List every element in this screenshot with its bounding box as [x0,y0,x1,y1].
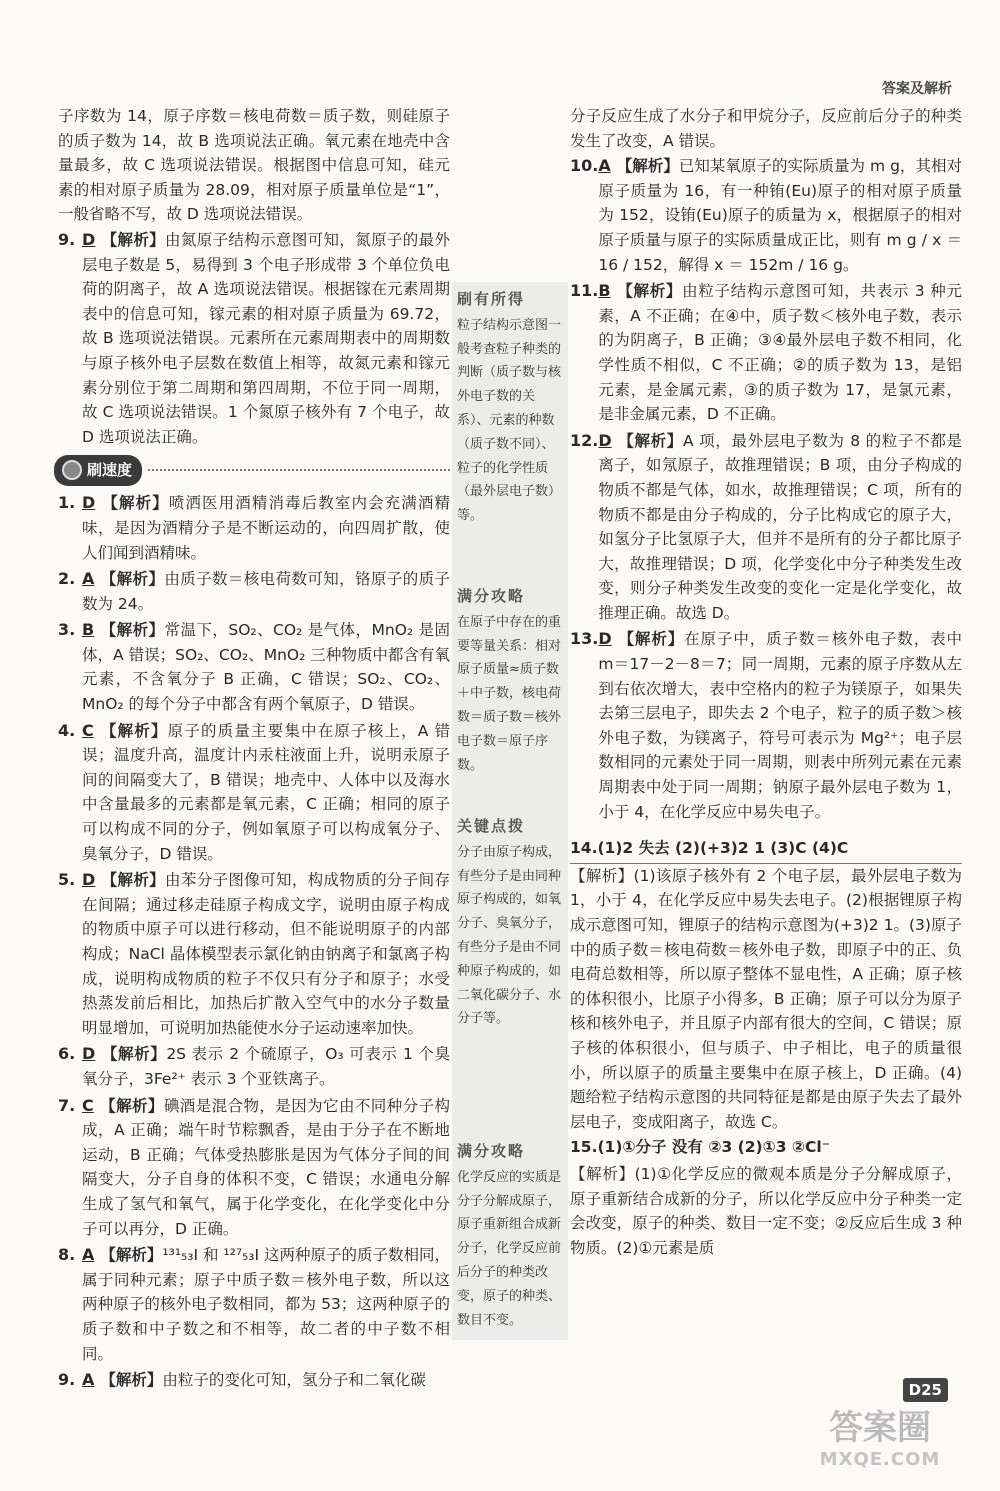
question-number: 13. [570,629,599,649]
answer-choice: D [598,629,612,649]
analysis-text: 由氮原子结构示意图可知，氮原子的最外层电子数是 5，易得到 3 个电子形成带 3 个单位负电荷的阴离子，故 A 选项说法错误。根据镓在元素周期表中的信息可知，镓元素的相对原子质量为 69.72，故 B 选项说法错误。元素所在元素周期表中的周期数与原子核外电子层数在数值上相等，故氮元素和镓元素分别位于第二周期和第四周期，不位于同一周期，故 C 选项说法错误。1 个氮原子核外有 7 个电子，故 D 选项说法正确。 [82,230,450,446]
question-number: 3. [58,620,76,640]
right-column [570,104,962,1261]
answer-body [82,1368,450,1393]
answer-choice: B [598,281,611,301]
analysis-text: 由苯分子图像可知，构成物质的分子间存在间隔；通过移走硅原子构成文字，说明由原子构成的物质中原子可以进行移动，但不能说明原子的内部构成；NaCl 晶体模型表示氯化钠由钠离子和氯离子构成，说明构成物质的粒子不仅只有分子和原子；水受热蒸发前后相比，加热后扩散入空气中的水分子数量明显增加，可说明加热能使水分子运动速率加快。 [82,871,450,1037]
tip-text: 在原子中存在的重要等量关系：相对原子质量≈质子数＋中子数，核电荷数＝质子数＝核外电子数＝原子序数。 [457,614,562,773]
dotted-rule [148,469,450,471]
answer-body [598,154,962,277]
tip-title: 满分攻略 [457,587,526,605]
question-number: 4. [58,720,76,740]
answer-choice: D [82,493,96,513]
answer-choice: C [82,1095,94,1115]
analysis-tag: 【解析】 [100,1246,163,1265]
analysis-tag: 【解析】 [617,431,683,450]
question-number: 6. [58,1044,76,1064]
question-number: 2. [58,569,76,589]
section-title: 刷速度 [87,461,133,480]
analysis-text: 喷洒医用酒精消毒后教室内会充满酒精味，是因为酒精分子是不断运动的，向四周扩散，使人们闻到酒精味。 [82,494,450,562]
answer-choice: D [82,229,96,249]
answer-item [570,627,962,824]
answer-item [570,154,962,277]
answer-item [570,279,962,427]
answer-item [58,1243,450,1366]
answer-item [58,719,450,867]
analysis-tag: 【解析】 [101,871,166,890]
page-number: D25 [903,1378,948,1402]
section-badge [54,455,142,486]
q15-head: 15.(1)①分子 没有 ②3 (2)①3 ②Cl⁻ [570,1138,830,1157]
analysis-text: 在原子中，质子数＝核外电子数，表中 m＝17－2－8＝7；同一周期，元素的原子序数从左到右依次增大，表中空格内的粒子为镁原子，如果失去第三层电子，即失去 2 个电子，粒子的质子数＞核外电子数，为镁离子，符号可表示为 Mg²⁺；电子层数相同的元素处于同一周期，则表中所列元素在元素周期表中处于同一周期；钠原子最外层电子数为 1，小于 4，在化学反应中易失电子。 [598,630,962,821]
analysis-text: ¹³¹₅₃I 和 ¹²⁷₅₃I 这两种原子的质子数相同，属于同种元素；原子中质子数＝核外电子数，所以这两种原子的核外电子数相同，都为 53；这两种原子的质子数和中子数之和不相等，故二者的中子数不相同。 [82,1246,450,1363]
question-number: 7. [58,1095,76,1115]
question-number: 11. [570,281,599,301]
question-number: 5. [58,870,76,890]
sidebar-tip [457,585,561,777]
answer-body [82,228,450,449]
left-intro: 子序数为 14，原子序数＝核电荷数＝质子数，则硅原子的质子数为 14，故 B 选项说法正确。氧元素在地壳中含量最多，故 C 选项说法错误。根据图中信息可知，硅元素的相对原子质量为 28.09，相对原子质量单位是“1”，一般省略不写，故 D 选项说法错误。 [58,107,450,224]
question-number: 9. [58,229,76,249]
answer-choice: B [82,620,95,640]
answer-body [598,279,962,427]
answer-choice: A [598,156,611,176]
tip-title: 满分攻略 [457,1142,526,1160]
analysis-tag: 【解析】 [100,570,165,589]
answer-item [58,1094,450,1242]
answer-body [82,719,450,867]
answer-body [82,567,450,616]
analysis-text: 由质子数＝核电荷数可知，铬原子的质子数为 24。 [82,570,450,613]
question-number: 10. [570,156,599,176]
left-column [58,104,450,1395]
question-number: 9. [58,1370,76,1390]
analysis-tag: 【解析】 [101,494,169,513]
answer-body [82,1042,450,1091]
analysis-text: 原子的质量主要集中在原子核上，A 错误；温度升高，温度计内汞柱液面上升，说明汞原子间的间隔变大了，B 错误；地壳中、人体中以及海水中含量最多的元素都是氧元素，C 正确；相同的原子可以构成不同的分子，例如氧原子可以构成氧分子、臭氧分子，D 错误。 [82,721,450,863]
analysis-text: 由粒子的变化可知，氢分子和二氧化碳 [162,1371,426,1390]
answer-body [82,618,450,716]
sidebar-tip [457,815,561,1031]
answer-body [82,1094,450,1242]
analysis-tag: 【解析】 [616,157,679,176]
answer-item [58,567,450,616]
answer-choice: C [82,720,94,740]
answer-choice: D [82,870,96,890]
section-heading [54,455,450,485]
watermark-logo [800,1400,960,1490]
answer-choice: A [82,1245,95,1265]
watermark-text: 答案圈 [829,1408,931,1448]
answer-choice: D [82,1044,96,1064]
answer-choice: A [82,569,95,589]
watermark-domain: MXQE.COM [819,1449,941,1470]
question-number: 8. [58,1245,76,1265]
answer-body [598,627,962,824]
question-number: 12. [570,430,599,450]
tip-text: 分子由原子构成，有些分子是由同种原子构成的，如氧分子、臭氧分子，有些分子是由不同种原子构成的，如二氧化碳分子、水分子等。 [457,844,562,1027]
q14-answer-line [570,836,962,861]
tip-text: 化学反应的实质是分子分解成原子，原子重新组合成新分子，化学反应前后分子的种类改变，原子的种类、数目不变。 [457,1169,562,1328]
answer-item [58,618,450,716]
analysis-tag: 【解析】 [616,282,683,301]
answer-item [570,429,962,626]
answer-choice: D [598,430,612,450]
answer-body [82,1243,450,1366]
analysis-tag: 【解析】 [99,721,168,740]
q15-explanation: 【解析】(1)①化学反应的微观本质是分子分解成原子，原子重新结合成新的分子，所以化学反应中分子种类一定会改变，原子的种类、数目一定不变；②反应后生成 3 种物质。(2)①元素是质 [570,1164,962,1257]
analysis-text: 已知某氧原子的实际质量为 m g，其相对原子质量为 16，有一种铕(Eu)原子的相对原子质量为 152，设铕(Eu)原子的质量为 x，根据原子的相对原子质量与原子的实际质量成正比，则有 m g / x ＝ 16 / 152，解得 x ＝ 152m / 16 g。 [598,157,962,274]
q14-explanation: 【解析】(1)该原子核外有 2 个电子层，最外层电子数为 1，小于 4，在化学反应中易失去电子。(2)根据锂原子构成示意图可知，锂原子的结构示意图为(+3)2 1。(3)原子中的质子数＝核电荷数＝核外电子数，即原子中的正、负电荷总数相等，所以原子整体不显电性，A 正确；原子核的体积很小，比原子小得多，B 正确；原子可以分为原子核和核外电子，并且原子内部有很大的空间，C 错误；原子核的体积很小，但与质子、中子相比，电子的质量很小，所以原子的质量主要集中在原子核上，D 正确。(4)题给粒子结构示意图的共同特征是都是由原子失去了最外层电子，变成阳离子，故选 C。 [570,863,962,1135]
sidebar-tip [457,288,561,528]
analysis-tag: 【解析】 [617,630,685,649]
answer-item [58,491,450,565]
tip-title: 关键点拨 [457,817,526,835]
answer-body [82,491,450,565]
analysis-tag: 【解析】 [100,1371,163,1390]
running-header: 答案及解析 [882,81,952,97]
question-number: 1. [58,493,76,513]
answer-body [82,868,450,1040]
analysis-text: 碘酒是混合物，是因为它由不同种分子构成，A 正确；端午时节粽飘香，是由于分子在不断地运动，B 正确；气体受热膨胀是因为气体分子间的间隔变大，分子自身的体积不变，C 错误；水通电分解生成了氢气和氧气，属于化学变化，在化学变化中分子可以再分，D 正确。 [82,1096,450,1238]
analysis-tag: 【解析】 [99,1096,164,1115]
sidebar-tip [457,1140,561,1332]
answer-item [58,868,450,1040]
q14-head: 14.(1)2 失去 (2)(+3)2 1 (3)C (4)C [570,839,849,858]
right-intro: 分子反应生成了水分子和甲烷分子，反应前后分子的种类发生了改变，A 错误。 [570,107,962,150]
q15-answer-line [570,1135,962,1160]
analysis-text: 由粒子结构示意图可知，共表示 3 种元素，A 不正确；在④中，质子数＜核外电子数，表示的为阴离子，B 正确；③④最外层电子数不相同，化学性质不相似，C 不正确；②的质子数为 13，是铝元素，是金属元素，③的质子数为 17，是氯元素，是非金属元素，D 不正确。 [598,282,962,424]
answer-body [598,429,962,626]
analysis-text: A 项，最外层电子数为 8 的粒子不都是离子，如氖原子，故推理错误；B 项，由分子构成的物质不都是气体，如水，故推理错误；C 项，所有的物质不都是由分子构成的，分子比构成它的原子大，如氢分子比氢原子大，但并不是所有的分子都比原子大，故推理错误；D 项，化学变化中分子种类发生改变，则分子种类发生改变的变化一定是化学变化，故推理正确。故选 D。 [598,431,962,622]
answer-item [58,1368,450,1393]
answer-item [58,1042,450,1091]
tip-title: 刷有所得 [457,290,526,308]
answer-choice: A [82,1370,95,1390]
analysis-tag: 【解析】 [100,621,165,640]
tip-text: 粒子结构示意图一般考查粒子种类的判断（质子数与核外电子数的关系）、元素的种数（质子数不同）、粒子的化学性质（最外层电子数）等。 [457,317,562,524]
answer-item [58,228,450,449]
analysis-text: 常温下，SO₂、CO₂ 是气体，MnO₂ 是固体，A 错误；SO₂、CO₂、MnO₂ 三种物质中都含有氧元素，不含氧分子 B 正确，C 错误；SO₂、CO₂、MnO₂ 的每个分子中都含有两个氧原子，D 错误。 [82,621,450,714]
analysis-tag: 【解析】 [101,230,166,249]
pencil-icon [62,460,82,480]
analysis-text: 2S 表示 2 个硫原子，O₃ 可表示 1 个臭氧分子，3Fe²⁺ 表示 3 个亚铁离子。 [82,1045,450,1088]
analysis-tag: 【解析】 [101,1045,167,1064]
